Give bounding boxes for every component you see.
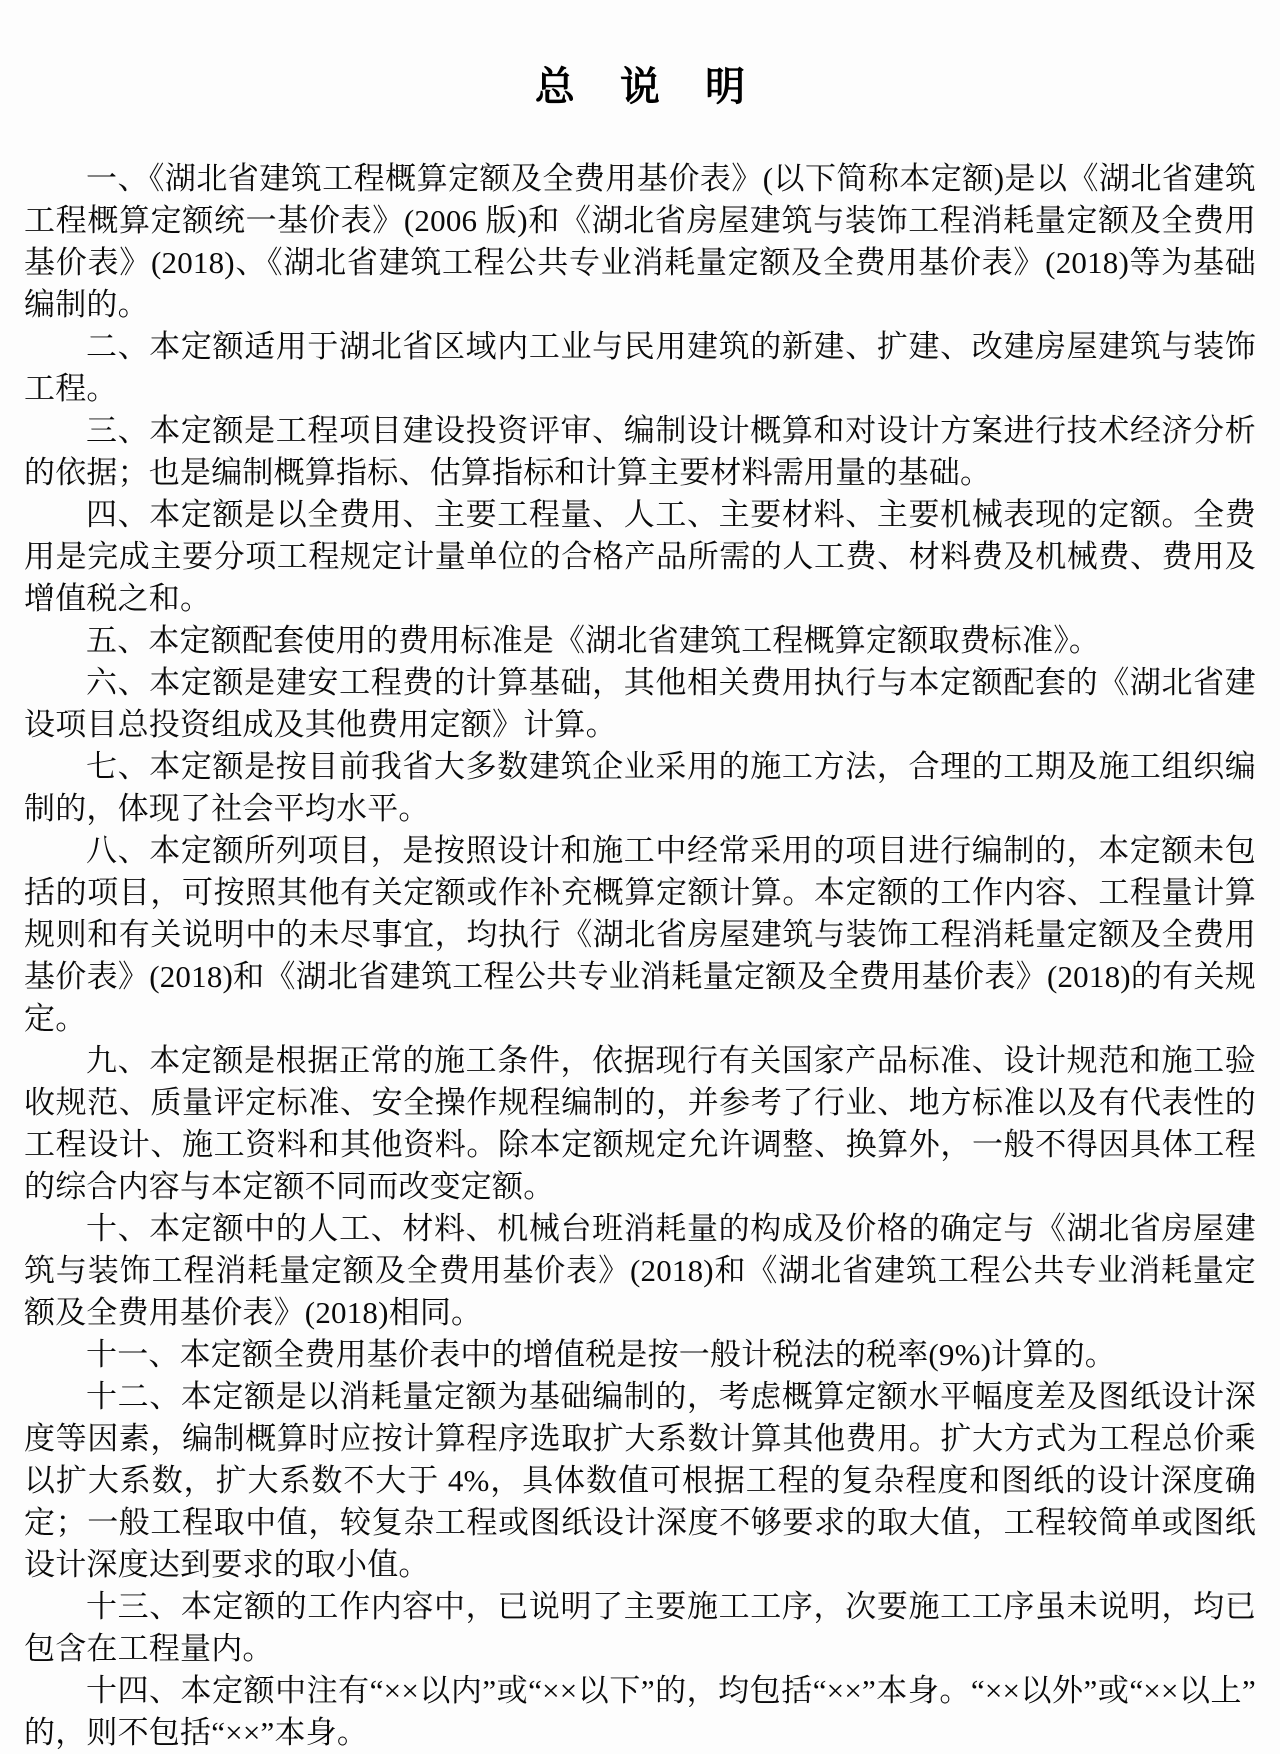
paragraph-12: 十二、本定额是以消耗量定额为基础编制的，考虑概算定额水平幅度差及图纸设计深度等因素，编制概算时应按计算程序选取扩大系数计算其他费用。扩大方式为工程总价乘以扩大系数，扩大系数不大于 4%，具体数值可根据工程的复杂程度和图纸的设计深度确定；一般工程取中值，较复杂工程或图纸设计深度不够要求的取大值，工程较简单或图纸设计深度达到要求的取小值。 bbox=[24, 1379, 1256, 1582]
page-title: 总 说 明 bbox=[534, 65, 746, 109]
paragraph-7: 七、本定额是按目前我省大多数建筑企业采用的施工方法，合理的工期及施工组织编制的，体现了社会平均水平。 bbox=[24, 749, 1256, 826]
paragraph-3: 三、本定额是工程项目建设投资评审、编制设计概算和对设计方案进行技术经济分析的依据；也是编制概算指标、估算指标和计算主要材料需用量的基础。 bbox=[24, 413, 1256, 490]
paragraph-11: 十一、本定额全费用基价表中的增值税是按一般计税法的税率(9%)计算的。 bbox=[86, 1337, 1116, 1372]
paragraph-5: 五、本定额配套使用的费用标准是《湖北省建筑工程概算定额取费标准》。 bbox=[86, 623, 1101, 658]
paragraph-6: 六、本定额是建安工程费的计算基础，其他相关费用执行与本定额配套的《湖北省建设项目总投资组成及其他费用定额》计算。 bbox=[24, 665, 1256, 742]
paragraph-4: 四、本定额是以全费用、主要工程量、人工、主要材料、主要机械表现的定额。全费用是完成主要分项工程规定计量单位的合格产品所需的人工费、材料费及机械费、费用及增值税之和。 bbox=[24, 497, 1256, 616]
paragraph-1: 一、《湖北省建筑工程概算定额及全费用基价表》(以下简称本定额)是以《湖北省建筑工程概算定额统一基价表》(2006 版)和《湖北省房屋建筑与装饰工程消耗量定额及全费用基价表》(2018)、《湖北省建筑工程公共专业消耗量定额及全费用基价表》(2018)等为基础编制的。 bbox=[24, 161, 1256, 322]
paragraph-9: 九、本定额是根据正常的施工条件，依据现行有关国家产品标准、设计规范和施工验收规范、质量评定标准、安全操作规程编制的，并参考了行业、地方标准以及有代表性的工程设计、施工资料和其他资料。除本定额规定允许调整、换算外，一般不得因具体工程的综合内容与本定额不同而改变定额。 bbox=[24, 1043, 1256, 1204]
document-body bbox=[24, 158, 1256, 1754]
paragraph-13: 十三、本定额的工作内容中，已说明了主要施工工序，次要施工工序虽未说明，均已包含在工程量内。 bbox=[24, 1589, 1256, 1666]
paragraph-14: 十四、本定额中注有“××以内”或“××以下”的，均包括“××”本身。“××以外”或“××以上”的，则不包括“××”本身。 bbox=[24, 1673, 1256, 1750]
paragraph-2: 二、本定额适用于湖北省区域内工业与民用建筑的新建、扩建、改建房屋建筑与装饰工程。 bbox=[24, 329, 1256, 406]
paragraph-8: 八、本定额所列项目，是按照设计和施工中经常采用的项目进行编制的，本定额未包括的项目，可按照其他有关定额或作补充概算定额计算。本定额的工作内容、工程量计算规则和有关说明中的未尽事宜，均执行《湖北省房屋建筑与装饰工程消耗量定额及全费用基价表》(2018)和《湖北省建筑工程公共专业消耗量定额及全费用基价表》(2018)的有关规定。 bbox=[24, 833, 1256, 1036]
paragraph-10: 十、本定额中的人工、材料、机械台班消耗量的构成及价格的确定与《湖北省房屋建筑与装饰工程消耗量定额及全费用基价表》(2018)和《湖北省建筑工程公共专业消耗量定额及全费用基价表》(2018)相同。 bbox=[24, 1211, 1256, 1330]
